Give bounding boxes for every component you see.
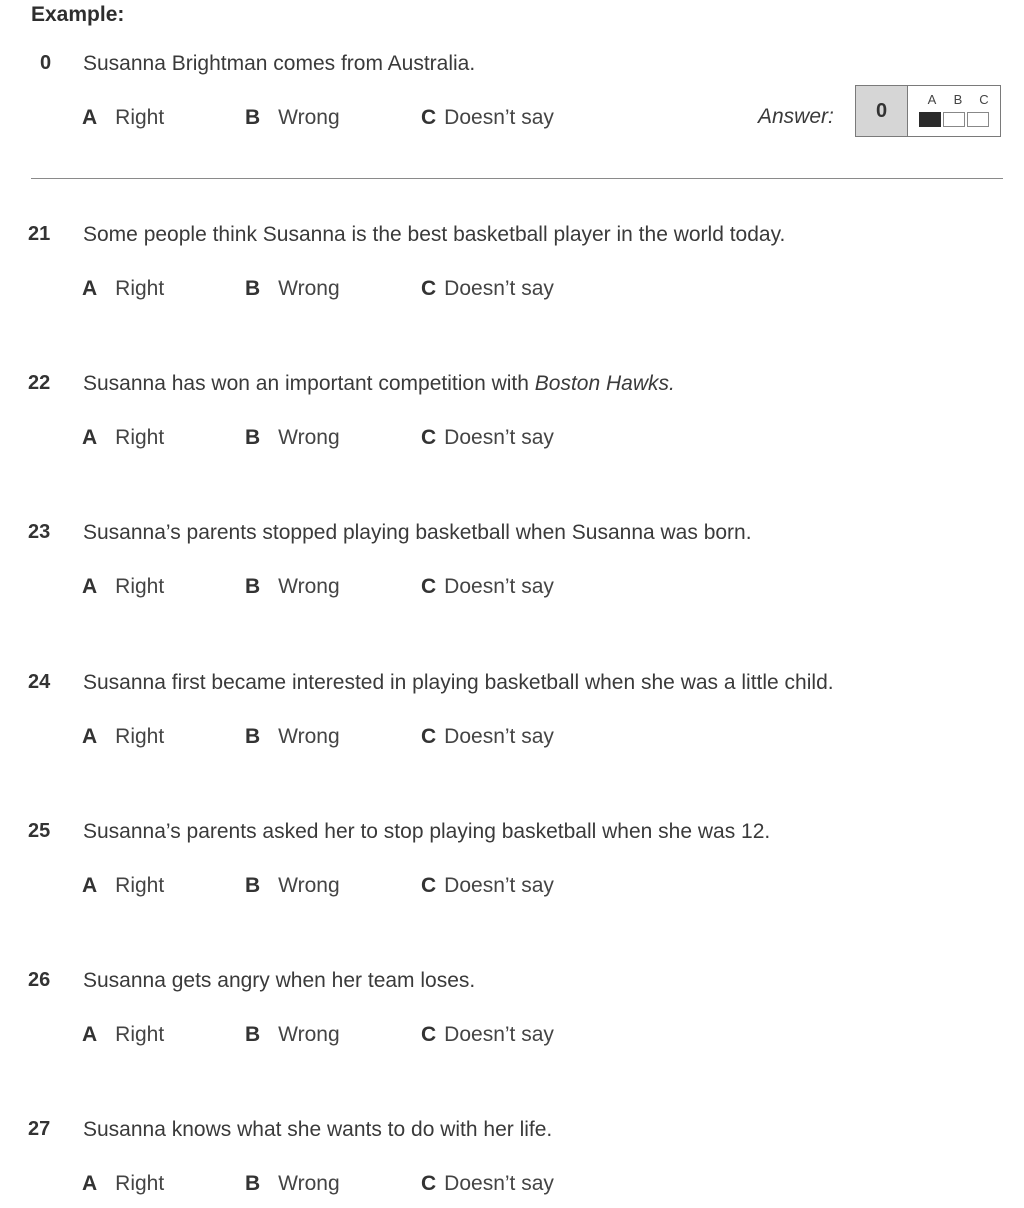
option-label: Doesn’t say [444, 725, 554, 748]
question-text: Susanna gets angry when her team loses. [83, 969, 476, 992]
question-text: Susanna first became interested in playing basketball when she was a little child. [83, 671, 834, 694]
option-letter: B [245, 874, 261, 897]
question-text: Some people think Susanna is the best basketball player in the world today. [83, 223, 786, 246]
option-letter: C [421, 1023, 437, 1046]
option-label: Doesn’t say [444, 1023, 554, 1046]
question-text-main: Susanna has won an important competition with [83, 372, 535, 395]
question-number: 25 [28, 820, 51, 842]
option-c[interactable] [421, 575, 554, 599]
option-letter: C [421, 277, 437, 300]
example-heading: Example: [31, 3, 125, 26]
question-25 [0, 820, 1024, 910]
option-letter: C [421, 874, 437, 897]
option-letter: A [82, 575, 98, 598]
answer-cells [919, 112, 991, 127]
question-text: Susanna’s parents stopped playing basketball when Susanna was born. [83, 521, 752, 544]
option-label: Right [115, 426, 165, 449]
option-label: Right [115, 575, 165, 598]
answer-letter-a: A [927, 92, 937, 107]
option-label: Doesn’t say [444, 1172, 554, 1195]
option-letter: A [82, 1172, 98, 1195]
option-label: Wrong [278, 426, 340, 449]
option-letter: A [82, 106, 98, 129]
question-23 [0, 521, 1024, 611]
answer-cell-b [943, 112, 965, 127]
option-letter: C [421, 426, 437, 449]
option-a[interactable] [82, 426, 164, 450]
option-b[interactable] [245, 725, 340, 749]
option-letter: B [245, 575, 261, 598]
section-divider [31, 178, 1003, 179]
option-letter: B [245, 426, 261, 449]
answer-cell-c [967, 112, 989, 127]
option-label: Right [115, 1023, 165, 1046]
answer-box [855, 85, 1001, 137]
option-c[interactable] [421, 725, 554, 749]
option-c[interactable] [421, 277, 554, 301]
option-a[interactable] [82, 277, 164, 301]
option-b[interactable] [245, 874, 340, 898]
option-b[interactable] [245, 575, 340, 599]
question-number: 26 [28, 969, 51, 991]
option-c[interactable] [421, 426, 554, 450]
question-26 [0, 969, 1024, 1059]
option-c[interactable] [421, 1023, 554, 1047]
option-letter: A [82, 277, 98, 300]
answer-label: Answer: [758, 105, 834, 128]
option-c[interactable] [421, 106, 554, 130]
option-label: Wrong [278, 725, 340, 748]
option-c[interactable] [421, 874, 554, 898]
answer-letter-c: C [979, 92, 989, 107]
question-24 [0, 671, 1024, 761]
question-number: 27 [28, 1118, 51, 1140]
question-21 [0, 223, 1024, 313]
option-label: Doesn’t say [444, 426, 554, 449]
answer-letters [919, 92, 997, 107]
option-b[interactable] [245, 426, 340, 450]
option-letter: A [82, 874, 98, 897]
option-a[interactable] [82, 874, 164, 898]
option-letter: C [421, 725, 437, 748]
answer-letter-b: B [953, 92, 963, 107]
option-label: Wrong [278, 277, 340, 300]
option-letter: A [82, 1023, 98, 1046]
example-question [0, 52, 1024, 142]
question-text [83, 372, 675, 396]
answer-number: 0 [856, 86, 908, 136]
option-label: Wrong [278, 575, 340, 598]
option-letter: C [421, 106, 437, 129]
option-label: Doesn’t say [444, 277, 554, 300]
option-c[interactable] [421, 1172, 554, 1196]
option-b[interactable] [245, 277, 340, 301]
option-a[interactable] [82, 575, 164, 599]
option-label: Right [115, 277, 165, 300]
question-text: Susanna knows what she wants to do with her life. [83, 1118, 553, 1141]
question-number: 21 [28, 223, 51, 245]
option-letter: B [245, 725, 261, 748]
question-number: 22 [28, 372, 51, 394]
option-label: Doesn’t say [444, 874, 554, 897]
option-letter: C [421, 1172, 437, 1195]
option-label: Doesn’t say [444, 106, 554, 129]
option-b[interactable] [245, 1023, 340, 1047]
option-letter: B [245, 1023, 261, 1046]
option-label: Doesn’t say [444, 575, 554, 598]
question-text: Susanna Brightman comes from Australia. [83, 52, 476, 75]
question-number: 24 [28, 671, 51, 693]
option-a[interactable] [82, 725, 164, 749]
option-label: Right [115, 874, 165, 897]
question-27 [0, 1118, 1024, 1208]
question-number: 0 [40, 52, 52, 74]
question-22 [0, 372, 1024, 462]
option-label: Wrong [278, 874, 340, 897]
option-a[interactable] [82, 106, 164, 130]
question-number: 23 [28, 521, 51, 543]
team-name: Boston Hawks. [534, 372, 675, 395]
option-label: Right [115, 725, 165, 748]
option-label: Wrong [278, 1172, 340, 1195]
option-label: Wrong [278, 1023, 340, 1046]
question-text: Susanna’s parents asked her to stop playing basketball when she was 12. [83, 820, 771, 843]
option-label: Right [115, 106, 165, 129]
option-b[interactable] [245, 106, 340, 130]
option-a[interactable] [82, 1023, 164, 1047]
option-letter: B [245, 277, 261, 300]
answer-cell-a [919, 112, 941, 127]
option-a[interactable] [82, 1172, 164, 1196]
option-letter: A [82, 725, 98, 748]
option-letter: B [245, 1172, 261, 1195]
option-label: Wrong [278, 106, 340, 129]
option-letter: B [245, 106, 261, 129]
option-letter: A [82, 426, 98, 449]
option-letter: C [421, 575, 437, 598]
option-b[interactable] [245, 1172, 340, 1196]
option-label: Right [115, 1172, 165, 1195]
